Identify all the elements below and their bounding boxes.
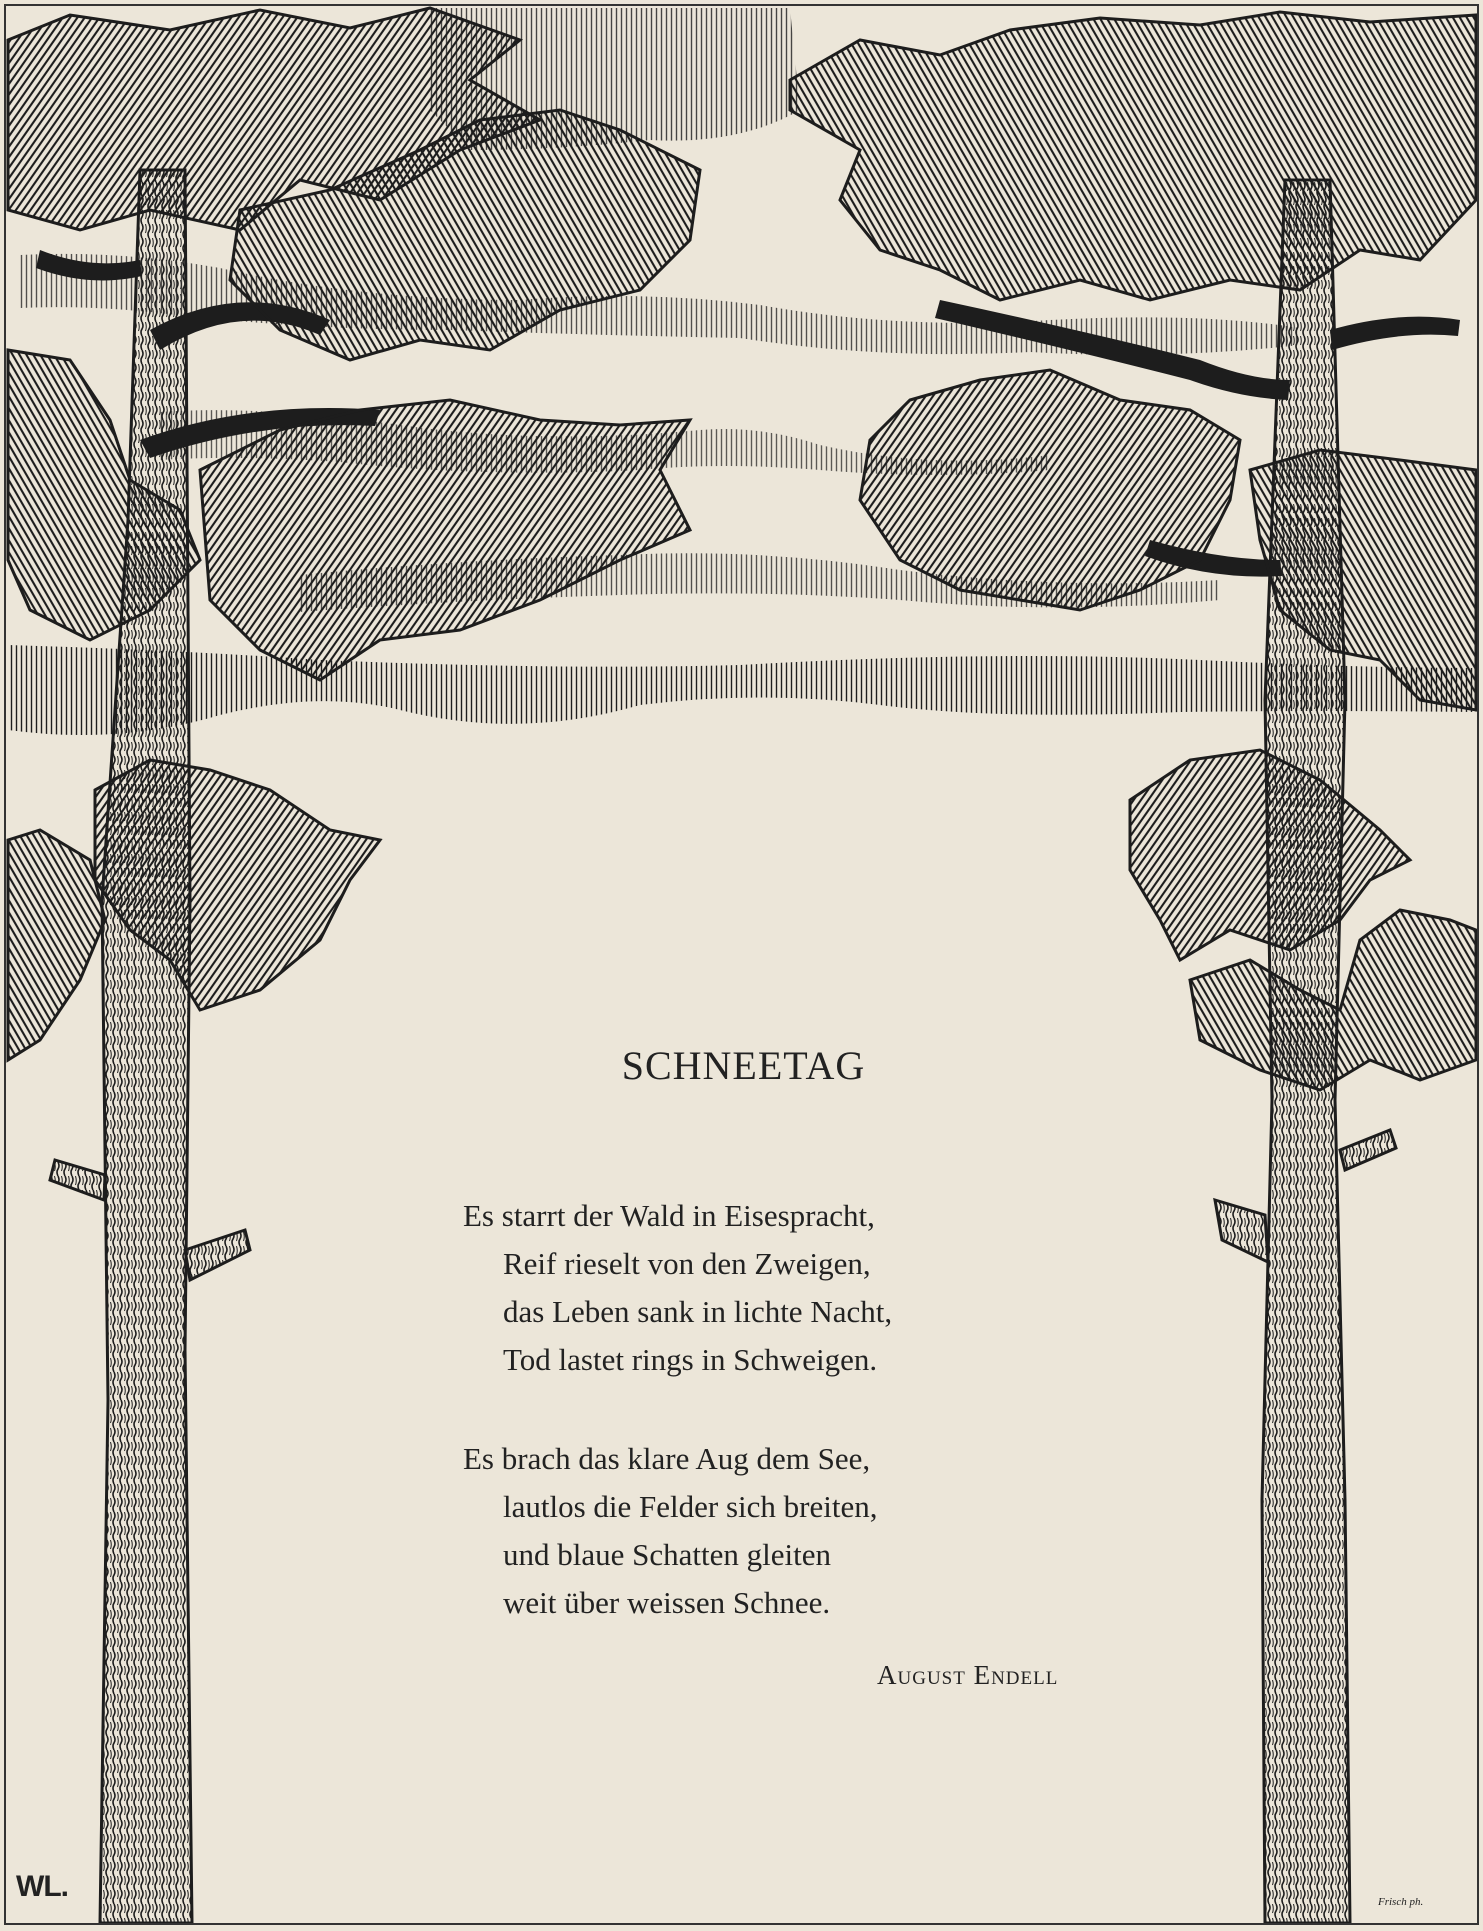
poem-line: lautlos die Felder sich breiten, xyxy=(503,1489,878,1524)
right-foliage-low xyxy=(1130,750,1410,960)
poem-title: SCHNEETAG xyxy=(621,1043,866,1088)
poem-line: Reif rieselt von den Zweigen, xyxy=(503,1246,871,1281)
poem-line: Es brach das klare Aug dem See, xyxy=(463,1441,871,1476)
right-stub-1 xyxy=(1215,1200,1268,1262)
poem-author: August Endell xyxy=(877,1660,1059,1690)
poem-stanza-1 xyxy=(463,1192,1023,1384)
left-foliage-low-edge xyxy=(8,830,105,1060)
right-foliage-top xyxy=(790,12,1476,300)
poem-stanza-2 xyxy=(463,1435,1023,1627)
printer-mark: Frisch ph. xyxy=(1378,1896,1424,1908)
right-branch-2 xyxy=(1330,317,1460,350)
right-stub-2 xyxy=(1340,1130,1396,1170)
poem-line: und blaue Schatten gleiten xyxy=(503,1537,831,1572)
left-stub-2 xyxy=(185,1230,250,1280)
left-foliage-lower xyxy=(200,400,690,680)
poem-line: das Leben sank in lichte Nacht, xyxy=(503,1294,893,1329)
poem-line: Es starrt der Wald in Eisespracht, xyxy=(463,1198,875,1233)
poem-line: weit über weissen Schnee. xyxy=(503,1585,831,1620)
left-stub-1 xyxy=(50,1160,105,1200)
poem-line: Tod lastet rings in Schweigen. xyxy=(503,1342,878,1377)
horizon-band xyxy=(8,645,1476,735)
artist-monogram: WL. xyxy=(16,1870,68,1903)
